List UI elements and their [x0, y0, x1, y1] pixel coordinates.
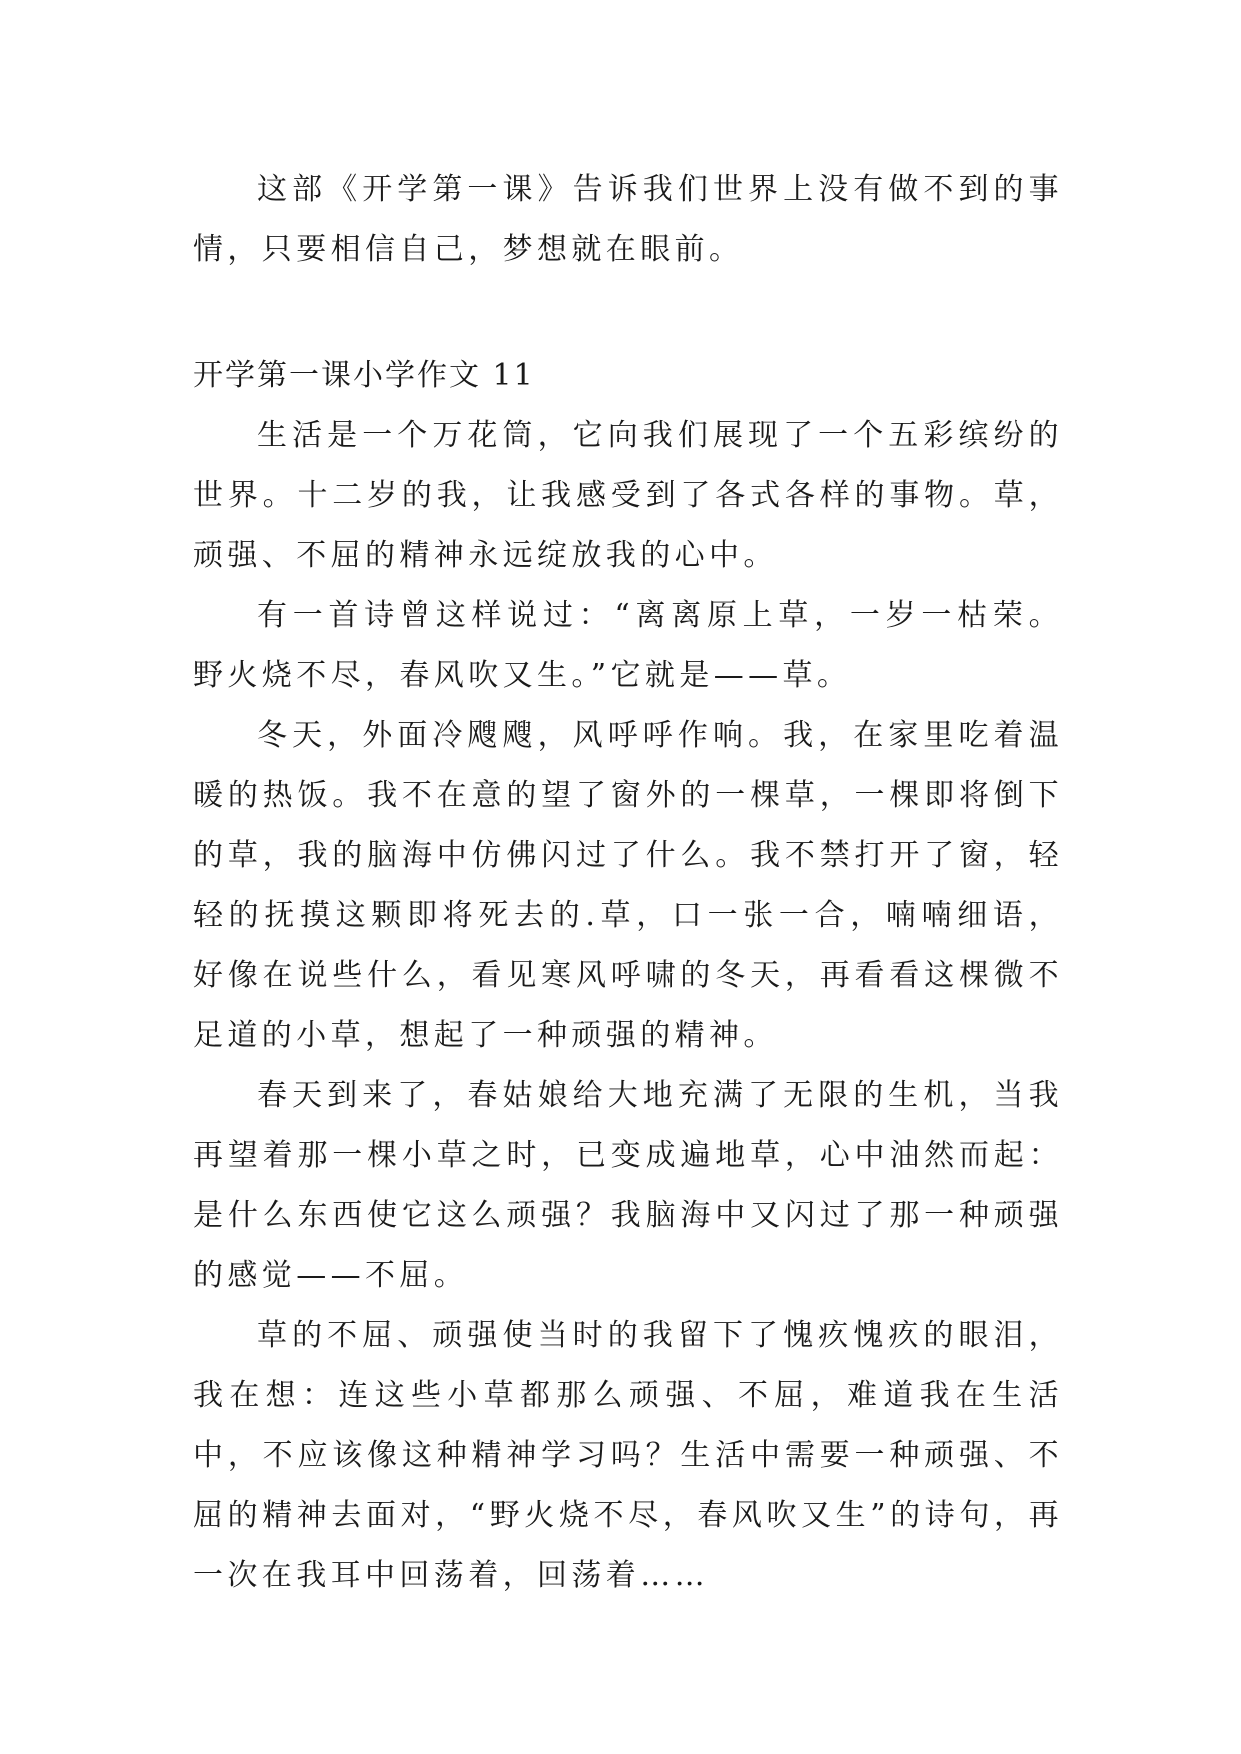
intro-paragraph: 这部《开学第一课》告诉我们世界上没有做不到的事情，只要相信自己，梦想就在眼前。 [193, 172, 1063, 267]
paragraph-2: 有一首诗曾这样说过：“离离原上草，一岁一枯荣。野火烧不尽，春风吹又生。”它就是——草。 [193, 598, 1063, 693]
document-body [193, 160, 1063, 1606]
paragraph-5: 草的不屈、顽强使当时的我留下了愧疚愧疚的眼泪，我在想：连这些小草都那么顽强、不屈，难道我在生活中，不应该像这种精神学习吗？生活中需要一种顽强、不屈的精神去面对，“野火烧不尽，春风吹又生”的诗句，再一次在我耳中回荡着，回荡着…… [193, 1318, 1063, 1593]
paragraph-1: 生活是一个万花筒，它向我们展现了一个五彩缤纷的世界。十二岁的我，让我感受到了各式各样的事物。草，顽强、不屈的精神永远绽放我的心中。 [193, 418, 1063, 573]
section-title: 开学第一课小学作文 11 [193, 358, 535, 393]
paragraph-4: 春天到来了，春姑娘给大地充满了无限的生机，当我再望着那一棵小草之时，已变成遍地草，心中油然而起：是什么东西使它这么顽强？我脑海中又闪过了那一种顽强的感觉——不屈。 [193, 1078, 1063, 1293]
paragraph-3: 冬天，外面冷飕飕，风呼呼作响。我，在家里吃着温暖的热饭。我不在意的望了窗外的一棵草，一棵即将倒下的草，我的脑海中仿佛闪过了什么。我不禁打开了窗，轻轻的抚摸这颗即将死去的.草，口一张一合，喃喃细语，好像在说些什么，看见寒风呼啸的冬天，再看看这棵微不足道的小草，想起了一种顽强的精神。 [193, 718, 1063, 1053]
